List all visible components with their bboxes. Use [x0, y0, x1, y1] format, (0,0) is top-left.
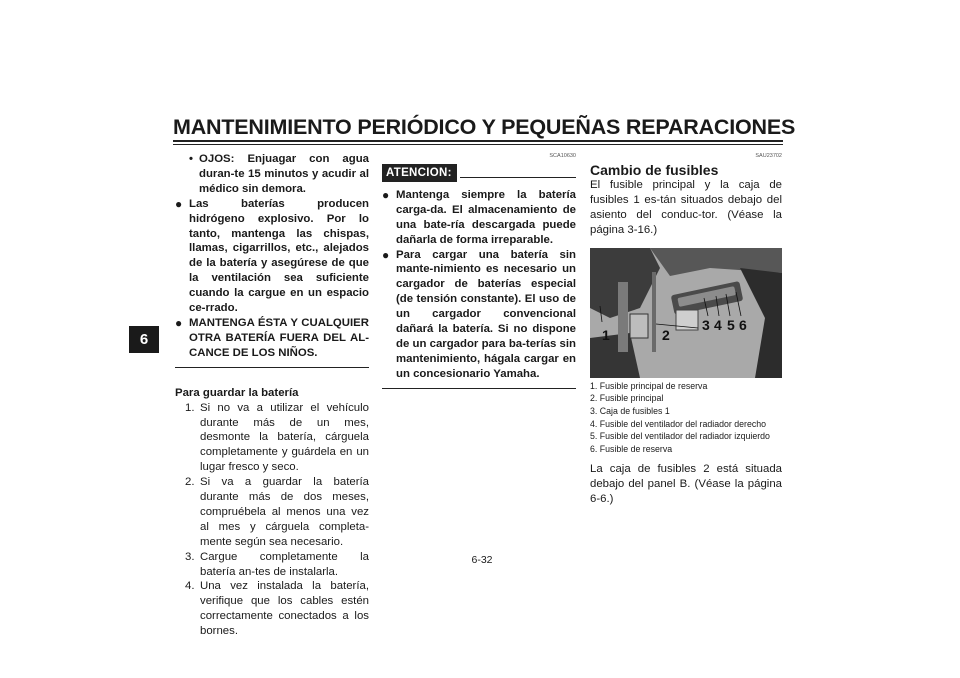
caption-item: 1. Fusible principal de reserva — [590, 380, 708, 391]
step-text: Una vez instalada la batería, verifique que los cables estén correctamente conectados a los bornes. — [200, 580, 369, 638]
attention-end-rule — [382, 388, 576, 389]
photo-label-6: 6 — [739, 316, 747, 333]
fuse-box-photo — [590, 248, 782, 378]
section-title: Cambio de fusibles — [590, 162, 719, 178]
section-code: SAU23702 — [755, 153, 782, 159]
fuse-box-illustration — [590, 248, 782, 378]
hydrogen-warning-text: Las baterías producen hidrógeno explosivo. Por lo tanto, mantenga las chispas, llamas, cigarrillos, etc., alejados de la batería y asegúrese de que la ventilación sea suficiente cuando la cargue en un espacio ce-rrado. — [189, 197, 369, 315]
storage-step — [175, 550, 369, 580]
storage-step — [175, 579, 369, 639]
hydrogen-warning-item — [175, 197, 369, 316]
attention-item — [382, 248, 576, 382]
page-number: 6-32 — [471, 554, 493, 566]
caption-item: 6. Fusible de reserva — [590, 444, 673, 455]
children-warning-text: MANTENGA ÉSTA Y CUALQUIER OTRA BATERÍA FUERA DEL AL-CANCE DE LOS NIÑOS. — [189, 316, 369, 359]
step-text: Cargue completamente la batería an-tes de instalarla. — [200, 550, 369, 578]
column-3 — [590, 152, 782, 507]
attention-item — [382, 188, 576, 248]
attention-header — [382, 164, 576, 182]
step-text: Si va a guardar la batería durante más de dos meses, compruébela al menos una vez al mes y cárguela completa-mente según sea necesario. — [200, 476, 369, 548]
bullet-marker: • — [189, 153, 193, 165]
page-title: MANTENIMIENTO PERIÓDICO Y PEQUEÑAS REPARACIONES — [173, 115, 796, 139]
caption-item: 3. Caja de fusibles 1 — [590, 406, 670, 417]
attention-label: ATENCION: — [382, 164, 457, 182]
title-rule-thin — [173, 144, 783, 145]
step-text: Si no va a utilizar el vehículo durante más de un mes, desmonte la batería, cárguela completamente y guárdela en un lugar fresco y seco. — [200, 401, 369, 474]
bullet-marker: ● — [382, 187, 390, 202]
photo-label-1: 1 — [602, 326, 610, 343]
caption-item: 5. Fusible del ventilador del radiador izquierdo — [590, 431, 770, 442]
section-intro: El fusible principal y la caja de fusibles 1 es-tán situados debajo del asiento del conduc-tor. (Véase la página 3-16.) — [590, 179, 782, 236]
caption-item: 4. Fusible del ventilador del radiador derecho — [590, 418, 767, 429]
photo-label-4: 4 — [714, 316, 722, 333]
step-number: 3. — [185, 550, 195, 563]
bullet-marker: ● — [175, 196, 183, 211]
bullet-marker: ● — [382, 247, 390, 262]
children-warning-item — [175, 316, 369, 361]
step-number: 2. — [185, 476, 195, 489]
attention-code: SCA10630 — [549, 153, 576, 159]
title-rule — [173, 140, 783, 142]
photo-captions — [590, 380, 782, 456]
column-1 — [175, 152, 369, 639]
photo-label-2: 2 — [662, 326, 670, 343]
storage-step — [175, 475, 369, 550]
column-2 — [382, 152, 576, 395]
attention-rule — [460, 177, 576, 178]
warning-end-rule — [175, 367, 369, 368]
photo-label-3: 3 — [702, 316, 710, 333]
step-number: 4. — [185, 580, 195, 593]
eyes-warning-text: OJOS: Enjuagar con agua duran-te 15 minutos y acudir al médico sin demora. — [199, 153, 369, 195]
chapter-tab: 6 — [129, 326, 159, 353]
eyes-warning-item — [175, 152, 369, 197]
step-number: 1. — [185, 401, 195, 414]
bullet-marker: ● — [175, 315, 183, 330]
storage-step — [175, 401, 369, 476]
storage-heading: Para guardar la batería — [175, 386, 299, 399]
attention-text: Para cargar una batería sin mante-nimiento es necesario un cargador de baterías especial (de tensión constante). El uso de un cargador convencional dañará la batería. Si no dispone de un cargador para ba-terías sin mantenimiento, hágala cargar en un concesionario Yamaha. — [396, 248, 576, 380]
attention-text: Mantenga siempre la batería carga-da. El almacenamiento de una bate-ría descargada puede dañarla de forma irreparable. — [396, 188, 576, 246]
caption-item: 2. Fusible principal — [590, 393, 664, 404]
photo-label-5: 5 — [727, 316, 735, 333]
section-outro: La caja de fusibles 2 está situada debajo del panel B. (Véase la página 6-6.) — [590, 462, 782, 505]
